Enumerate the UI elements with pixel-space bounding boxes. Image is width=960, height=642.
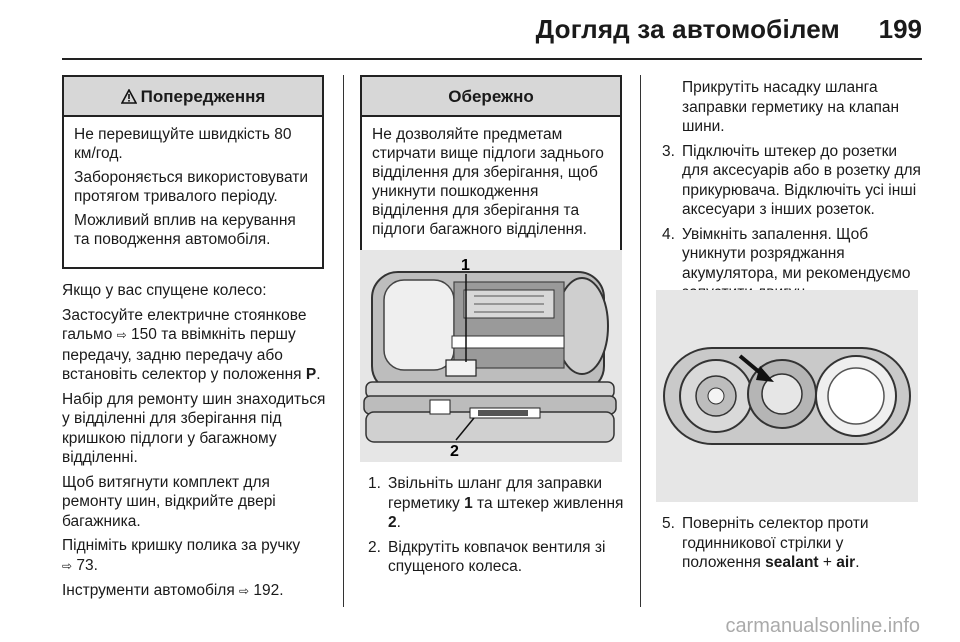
page-link[interactable]: 73. [76,556,98,574]
right-steps-list [662,78,924,308]
flat-tire-intro: Якщо у вас спущене колесо: [62,282,267,299]
header-rule [62,58,922,60]
selector-dial-illustration [656,290,918,502]
list-item: 3. Підключіть штекер до розетки для аксесуарів або в розетку для прикурювача. Відключіть усі інші аксесуари з інших розеток. [662,142,921,218]
page-number: 199 [878,14,922,44]
warning-paragraph: Не перевищуйте швидкість 80 км/год. [74,126,292,162]
cross-reference-icon: ⇨ [62,558,73,573]
vehicle-tools-paragraph: Інструменти автомобіля ⇨ 192. [62,582,284,599]
cross-reference-icon: ⇨ [239,584,250,598]
warning-triangle-icon [121,79,137,119]
middle-steps-list [368,474,630,582]
column-divider-right [640,75,641,607]
parking-brake-paragraph: Застосуйте електричне стоянкове гальмо ⇨ 150 та ввімкніть першу передачу, задню передачу або встановіть селектор у положення P. [62,306,321,383]
caution-box [360,75,622,264]
list-item: 4. Увімкніть запалення. Щоб уникнути розряджання акумулятора, ми рекомендуємо [662,225,911,282]
list-item-continuation: Прикрутіть насадку шланга заправки герметику на клапан шини. [682,79,900,135]
left-column-text [62,281,334,607]
watermark: carmanualsonline.info [725,615,920,637]
callout-2-label: 2 [450,443,459,460]
caution-heading: Обережно [362,77,620,117]
list-item: 2. Відкрутіть ковпачок вентиля зі спущеного колеса. [368,538,606,575]
warning-paragraph: Забороняється використовувати протягом тривалого періоду. [74,169,308,205]
kit-location-paragraph: Набір для ремонту шин знаходиться у відділенні для зберігання під кришкою підлоги у багажному відділенні. [62,390,326,466]
page-header-title: Догляд за автомобілем [535,14,840,44]
list-item: 1. Звільніть шланг для заправки герметику 1 та штекер живлення 2. [368,475,624,531]
callout-1-label: 1 [461,257,470,274]
page-link[interactable]: 192. [253,582,284,599]
page-link[interactable]: 150 [131,326,157,343]
tire-repair-kit-illustration [360,250,622,462]
column-divider-left [343,75,344,607]
warning-heading [64,77,322,117]
kit-removal-paragraph: Щоб витягнути комплект для ремонту шин, відкрийте двері багажника. [62,473,276,530]
caution-text: Не дозволяйте предметам стирчати вище підлоги заднього відділення для зберігання, щоб уникнути пошкодження відділення для зберігання та підлоги багажного відділення. [372,126,604,238]
cross-reference-icon: ⇨ [116,328,127,342]
list-item: 5. Поверніть селектор проти годинникової стрілки у положення sealant + air. [662,515,869,571]
warning-box [62,75,324,269]
warning-heading-text: Попередження [140,87,266,106]
step-5 [662,514,924,578]
lift-cover-paragraph: Підніміть кришку полика за ручку ⇨ 73. [62,537,301,574]
warning-paragraph: Можливий вплив на керування та поводження автомобіля. [74,212,296,248]
